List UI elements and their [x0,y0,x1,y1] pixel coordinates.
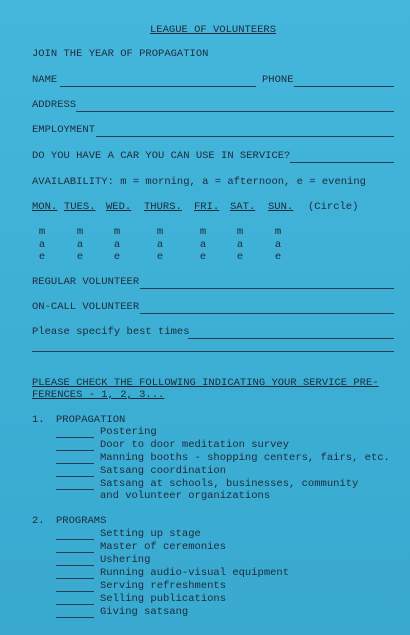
option-e[interactable]: e [113,251,121,263]
section-1-number: 1. [32,414,45,426]
option-m[interactable]: m [113,226,121,238]
day-fri: FRI. [194,201,220,213]
option-e[interactable]: e [156,251,164,263]
section-2-title: PROGRAMS [56,515,107,527]
regular-volunteer-field[interactable] [140,288,394,289]
preferences-heading-2: FERENCES - 1, 2, 3... [32,389,165,401]
pref-av: Running audio-visual equipment [100,567,290,579]
pref-blank-satsang-coord[interactable] [56,476,94,477]
section-1-title: PROPAGATION [56,414,126,426]
car-question: DO YOU HAVE A CAR YOU CAN USE IN SERVICE? [32,150,291,162]
day-options-fri[interactable] [193,226,213,264]
day-wed: WED. [106,201,132,213]
pref-blank-postering[interactable] [56,437,94,438]
option-m[interactable]: m [236,226,244,238]
day-mon: MON. [32,201,58,213]
option-a[interactable]: a [236,238,244,251]
pref-blank-booths[interactable] [56,463,94,464]
day-thurs: THURS. [144,201,182,213]
pref-refreshments: Serving refreshments [100,580,227,592]
option-e[interactable]: e [38,251,46,263]
pref-ushering: Ushering [100,554,151,566]
option-m[interactable]: m [38,226,46,238]
day-options-mon[interactable] [32,226,52,264]
option-a[interactable]: a [274,238,282,251]
pref-blank-satsang-schools[interactable] [56,489,94,490]
option-a[interactable]: a [76,238,84,251]
pref-giving-satsang: Giving satsang [100,606,189,618]
day-options-thurs[interactable] [150,226,170,264]
oncall-volunteer-label: ON-CALL VOLUNTEER [32,301,140,313]
pref-blank-publications[interactable] [56,604,94,605]
option-a[interactable]: a [113,238,121,251]
car-field[interactable] [290,162,394,163]
option-e[interactable]: e [236,251,244,263]
pref-stage: Setting up stage [100,528,201,540]
circle-note: (Circle) [308,201,359,213]
preferences-heading-1: PLEASE CHECK THE FOLLOWING INDICATING YOUR SERVICE PRE- [32,377,379,389]
address-field[interactable] [76,111,394,112]
section-2-number: 2. [32,515,45,527]
best-times-field[interactable] [188,338,394,339]
day-options-tues[interactable] [70,226,90,264]
best-times-field-2[interactable] [32,351,394,352]
pref-mc: Master of ceremonies [100,541,227,553]
option-e[interactable]: e [274,251,282,263]
option-e[interactable]: e [199,251,207,263]
pref-satsang-schools-cont: and volunteer organizations [100,490,271,502]
day-options-sat[interactable] [230,226,250,264]
day-sun: SUN. [268,201,294,213]
employment-label: EMPLOYMENT [32,124,96,136]
pref-satsang-schools: Satsang at schools, businesses, community [100,478,359,490]
pref-blank-survey[interactable] [56,450,94,451]
day-tues: TUES. [64,201,96,213]
pref-blank-ushering[interactable] [56,565,94,566]
day-sat: SAT. [230,201,256,213]
option-a[interactable]: a [38,238,46,251]
pref-booths: Manning booths - shopping centers, fairs, etc. [100,452,390,464]
pref-blank-stage[interactable] [56,539,94,540]
pref-postering: Postering [100,426,157,438]
option-e[interactable]: e [76,251,84,263]
regular-volunteer-label: REGULAR VOLUNTEER [32,276,140,288]
address-label: ADDRESS [32,99,77,111]
pref-blank-satsang[interactable] [56,617,94,618]
pref-publications: Selling publications [100,593,227,605]
employment-field[interactable] [96,136,394,137]
form-title: LEAGUE OF VOLUNTEERS [150,24,277,36]
pref-blank-mc[interactable] [56,552,94,553]
name-label: NAME [32,74,58,86]
phone-field[interactable] [294,86,394,87]
option-m[interactable]: m [156,226,164,238]
phone-label: PHONE [262,74,294,86]
option-m[interactable]: m [274,226,282,238]
form-subtitle: JOIN THE YEAR OF PROPAGATION [32,48,209,60]
day-options-sun[interactable] [268,226,288,264]
option-m[interactable]: m [199,226,207,238]
pref-blank-refreshments[interactable] [56,591,94,592]
availability-legend: AVAILABILITY: m = morning, a = afternoon, e = evening [32,176,366,188]
best-times-label: Please specify best times [32,326,190,338]
pref-survey: Door to door meditation survey [100,439,290,451]
option-m[interactable]: m [76,226,84,238]
pref-satsang-coord: Satsang coordination [100,465,227,477]
pref-blank-av[interactable] [56,578,94,579]
day-options-wed[interactable] [107,226,127,264]
name-field[interactable] [60,86,256,87]
option-a[interactable]: a [156,238,164,251]
option-a[interactable]: a [199,238,207,251]
oncall-volunteer-field[interactable] [140,313,394,314]
